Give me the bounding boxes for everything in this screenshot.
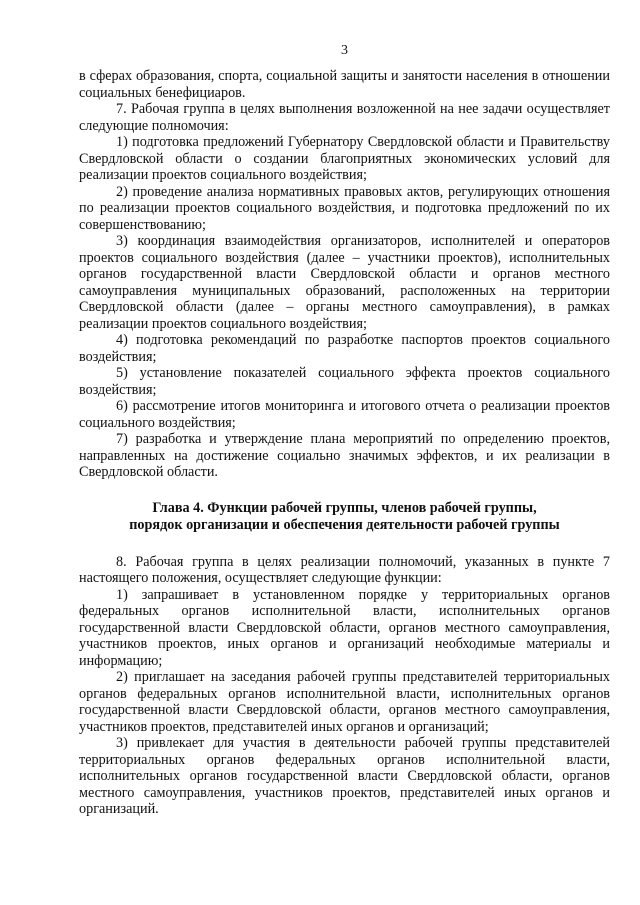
clause-8-item-3: 3) привлекает для участия в деятельности рабочей группы представителей территориальных органов федеральных органов исполнительной власти, исполнительных органов государственной власти Свердловской области, органов местного самоуправления, участников проектов, представителей иных органов и организаций. (79, 735, 610, 817)
page-number: 3 (341, 43, 348, 58)
clause-7-intro: 7. Рабочая группа в целях выполнения возложенной на нее задачи осуществляет следующие полномочия: (79, 101, 610, 134)
clause-7-item-6: 6) рассмотрение итогов мониторинга и итогового отчета о реализации проектов социального воздействия; (79, 398, 610, 431)
clause-7-item-1: 1) подготовка предложений Губернатору Свердловской области и Правительству Свердловской области о создании благоприятных экономических условий для реализации проектов социального воздействия; (79, 134, 610, 183)
clause-8-item-2: 2) приглашает на заседания рабочей группы представителей территориальных органов федеральных органов исполнительной власти, исполнительных органов государственной власти Свердловской области, органов местного самоуправления, участников проектов, представителей иных органов и организаций; (79, 669, 610, 735)
clause-7-item-7: 7) разработка и утверждение плана мероприятий по определению проектов, направленных на достижение социально значимых эффектов, и их реализации в Свердловской области. (79, 431, 610, 480)
clause-7-item-3: 3) координация взаимодействия организаторов, исполнителей и операторов проектов социального воздействия (далее – участники проектов), исполнительных органов государственной власти Свердловской области и органов местного самоуправления муниципальных образований, расположенных на территории Свердловской области (далее – органы местного самоуправления), в рамках реализации проектов социального воздействия; (79, 233, 610, 332)
continuation-paragraph: в сферах образования, спорта, социальной защиты и занятости населения в отношении социальных бенефициаров. (79, 68, 610, 101)
clause-7-item-4: 4) подготовка рекомендаций по разработке паспортов проектов социального воздействия; (79, 332, 610, 365)
chapter-4-heading (79, 500, 610, 534)
clause-7-item-5: 5) установление показателей социального эффекта проектов социального воздействия; (79, 365, 610, 398)
clause-8-item-1: 1) запрашивает в установленном порядке у территориальных органов федеральных органов исполнительной власти, исполнительных органов государственной власти Свердловской области, органов местного самоуправления, участников проектов, иных органов и организаций необходимые материалы и информацию; (79, 586, 610, 669)
chapter-4-title-line-2: порядок организации и обеспечения деятельности рабочей группы (129, 516, 560, 533)
clause-7-item-2: 2) проведение анализа нормативных правовых актов, регулирующих отношения по реализации проектов социального воздействия, и подготовка предложений по их совершенствованию; (79, 183, 610, 233)
clause-8-intro: 8. Рабочая группа в целях реализации полномочий, указанных в пункте 7 настоящего положения, осуществляет следующие функции: (79, 553, 610, 586)
chapter-4-title-line-1: Глава 4. Функции рабочей группы, членов рабочей группы, (152, 499, 537, 516)
